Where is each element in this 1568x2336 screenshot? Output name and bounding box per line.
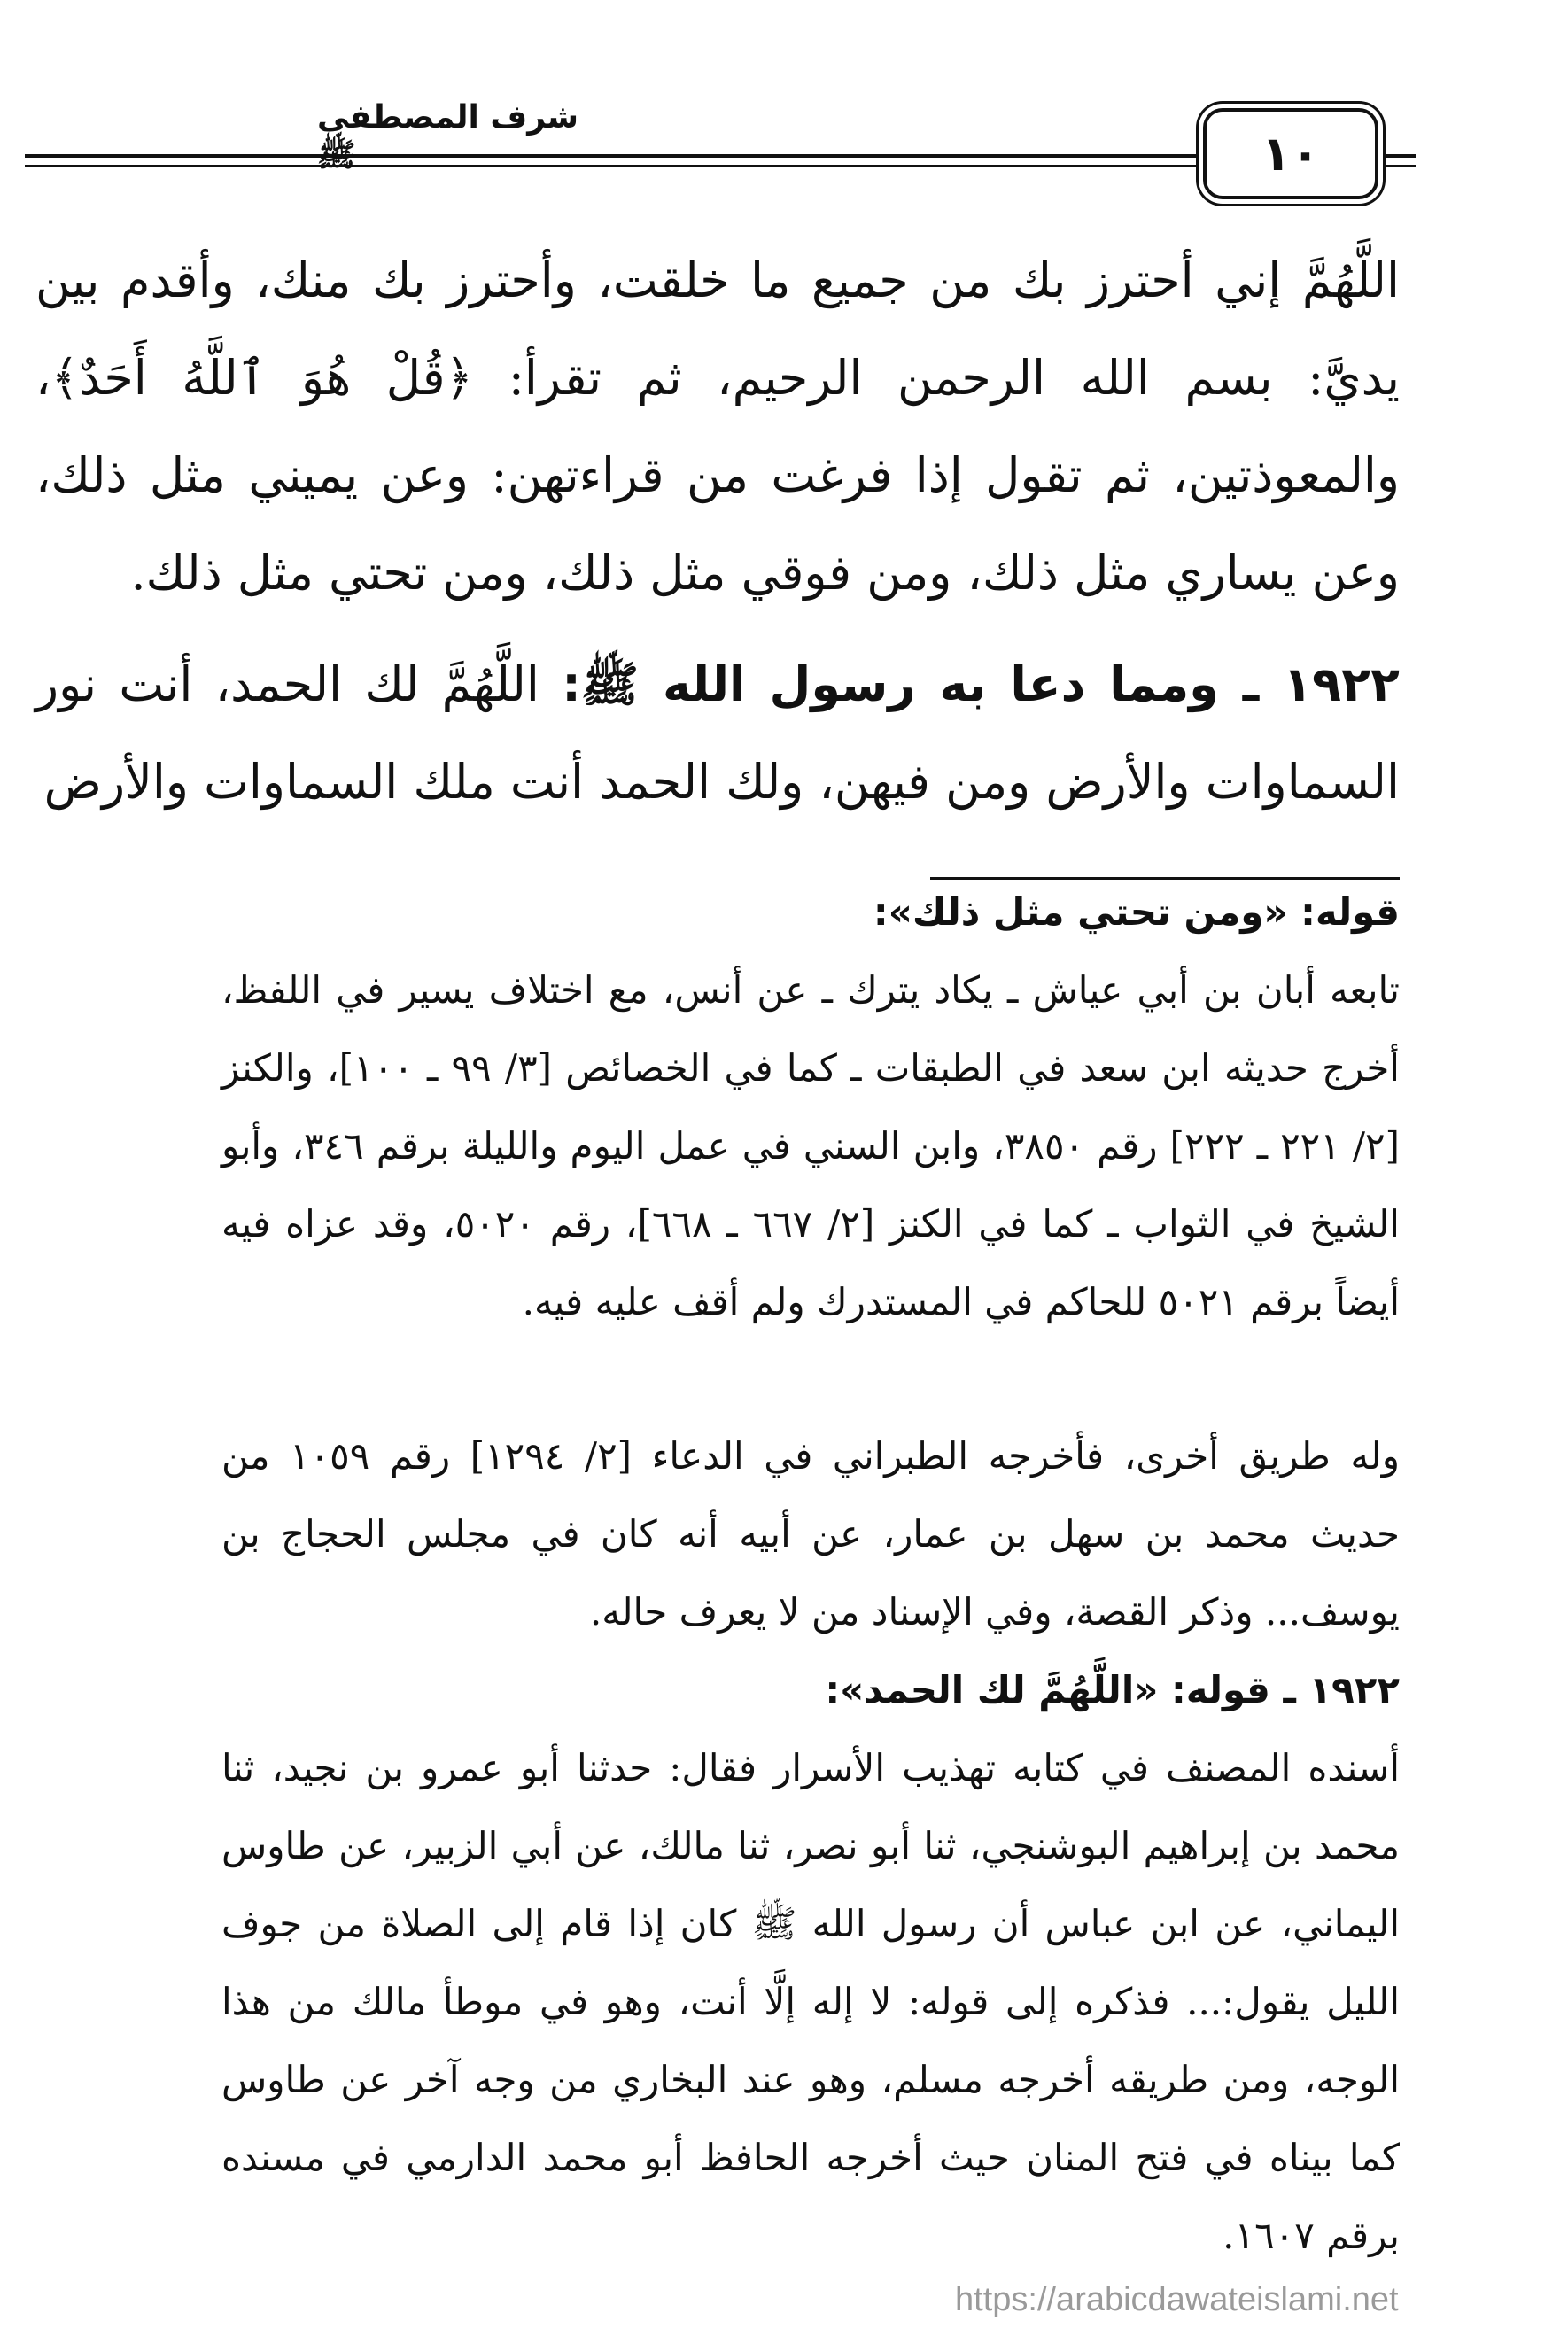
footnote-2 (221, 1417, 1400, 1651)
footnote-1 (221, 873, 1400, 1341)
footnote-3-body: أسنده المصنف في كتابه تهذيب الأسرار فقال: حدثنا أبو عمرو بن نجيد، ثنا محمد بن إبراهيم البوشنجي، ثنا أبو نصر، ثنا مالك، عن أبي الزبير، عن طاوس اليماني، عن ابن عباس أن رسول الله ﷺ كان إذا قام إلى الصلاة من جوف الليل يقول:... فذكره إلى قوله: لا إله إلَّا أنت، وهو في موطأ مالك من هذا الوجه، ومن طريقه أخرجه مسلم، وهو عند البخاري من وجه آخر عن طاوس كما بيناه في فتح المنان حيث أخرجه الحافظ أبو محمد الدارمي في مسنده برقم ١٦٠٧. (221, 1746, 1400, 2257)
main-paragraph-2 (35, 636, 1400, 831)
footnote-1-body: تابعه أبان بن أبي عياش ـ يكاد يترك ـ عن أنس، مع اختلاف يسير في اللفظ، أخرج حديثه ابن سعد في الطبقات ـ كما في الخصائص [٣/ ٩٩ ـ ١٠٠]، والكنز [٢/ ٢٢١ ـ ٢٢٢] رقم ٣٨٥٠، وابن السني في عمل اليوم والليلة برقم ٣٤٦، وأبو الشيخ في الثواب ـ كما في الكنز [٢/ ٦٦٧ ـ ٦٦٨]، رقم ٥٠٢٠، وقد عزاه فيه أيضاً برقم ٥٠٢١ للحاكم في المستدرك ولم أقف عليه فيه. (221, 968, 1400, 1323)
main-paragraph-1-text: اللَّهُمَّ إني أحترز بك من جميع ما خلقت، وأحترز بك منك، وأقدم بين يديَّ: بسم الله الرحمن الرحيم، ثم تقرأ: ﴿قُلْ هُوَ ٱللَّهُ أَحَدٌ﴾، والمعوذتين، ثم تقول إذا فرغت من قراءتهن: وعن يميني مثل ذلك، وعن يساري مثل ذلك، ومن فوقي مثل ذلك، ومن تحتي مثل ذلك. (35, 252, 1400, 601)
hadith-number-heading: ١٩٢٢ ـ ومما دعا به رسول الله ﷺ: (562, 656, 1400, 712)
hadith-text: اللَّهُمَّ لك الحمد، أنت نور السماوات والأرض ومن فيهن، ولك الحمد أنت ملك السماوات والأرض (35, 656, 1400, 810)
footnote-1-lead: قوله: «ومن تحتي مثل ذلك»: (873, 890, 1400, 934)
page-number-badge: ١٠ (1203, 108, 1378, 199)
main-paragraph-1 (35, 232, 1400, 622)
footnote-3-lead: ١٩٢٢ ـ قوله: «اللَّهُمَّ لك الحمد»: (825, 1668, 1400, 1711)
book-title: شرف المصطفى ﷺ (317, 99, 579, 174)
page-header (25, 99, 1416, 197)
main-paragraph-2-text (35, 636, 1400, 831)
footnote-2-body: وله طريق أخرى، فأخرجه الطبراني في الدعاء [٢/ ١٢٩٤] رقم ١٠٥٩ من حديث محمد بن سهل بن عمار، عن أبيه أنه كان في مجلس الحجاج بن يوسف... وذكر القصة، وفي الإسناد من لا يعرف حاله. (221, 1434, 1400, 1634)
source-watermark: https://arabicdawateislami.net (955, 2281, 1399, 2318)
footnote-3 (221, 1651, 1400, 2275)
